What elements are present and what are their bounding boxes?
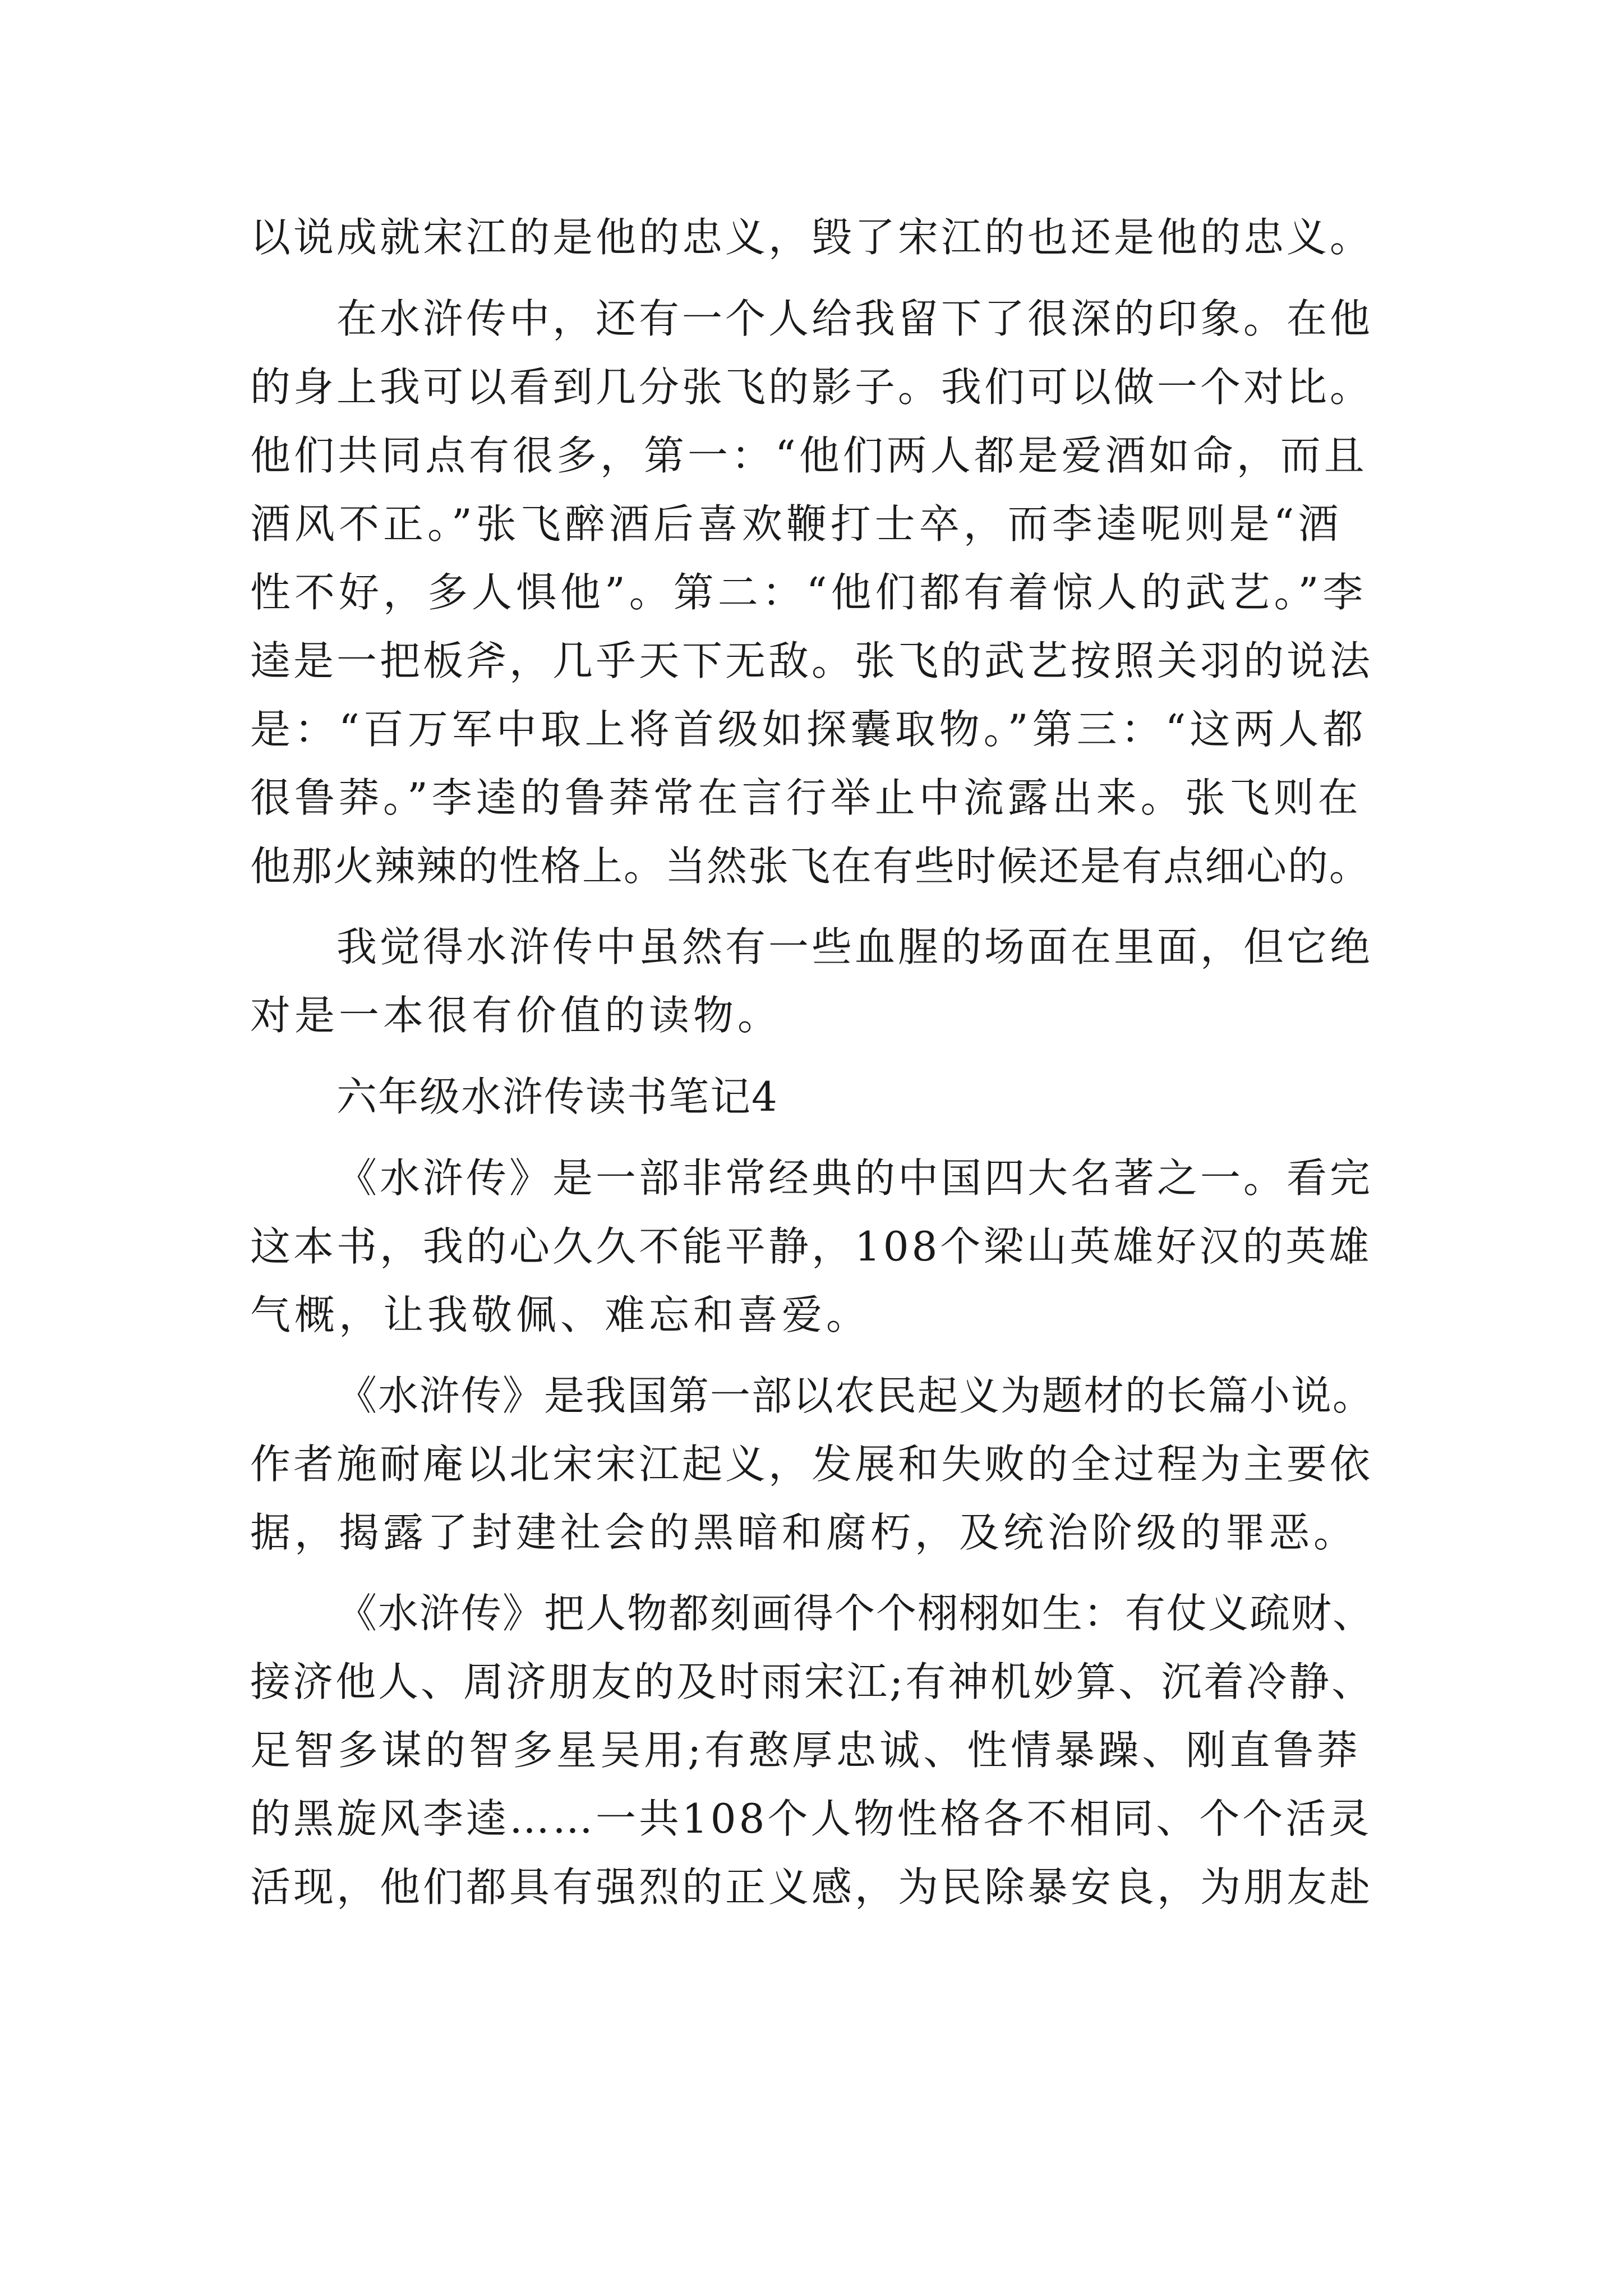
text-line: 性不好，多人惧他”。第二：“他们都有着惊人的武艺。”李 <box>250 569 1367 616</box>
paragraph-start: 《水浒传》把人物都刻画得个个栩栩如生：有仗义疏财、 <box>336 1590 1375 1637</box>
text-line: 足智多谋的智多星吴用;有憨厚忠诚、性情暴躁、刚直鲁莽 <box>250 1727 1361 1774</box>
text-line: 很鲁莽。”李逵的鲁莽常在言行举止中流露出来。张飞则在 <box>250 774 1362 821</box>
paragraph-start: 我觉得水浒传中虽然有一些血腥的场面在里面，但它绝 <box>336 923 1373 970</box>
paragraph-start: 《水浒传》是我国第一部以农民起义为题材的长篇小说。 <box>336 1372 1375 1419</box>
text-line: 对是一本很有价值的读物。 <box>250 992 782 1039</box>
text-line: 作者施耐庵以北宋宋江起义，发展和失败的全过程为主要依 <box>250 1441 1373 1488</box>
text-line: 据，揭露了封建社会的黑暗和腐朽，及统治阶级的罪恶。 <box>250 1509 1358 1556</box>
text-line: 逵是一把板斧，几乎天下无敌。张飞的武艺按照关羽的说法 <box>250 637 1373 684</box>
text-line: 活现，他们都具有强烈的正义感，为民除暴安良，为朋友赴 <box>250 1864 1373 1911</box>
text-line: 气概，让我敬佩、难忘和喜爱。 <box>250 1291 871 1338</box>
text-line: 的黑旋风李逵……一共108个人物性格各不相同、个个活灵 <box>250 1795 1372 1842</box>
text-line: 是：“百万军中取上将首级如探囊取物。”第三：“这两人都 <box>250 706 1367 753</box>
text-line: 他那火辣辣的性格上。当然张飞在有些时候还是有点细心的。 <box>250 843 1371 890</box>
text-line: 酒风不正。”张飞醉酒后喜欢鞭打士卒，而李逵呢则是“酒 <box>250 500 1343 547</box>
paragraph-start: 在水浒传中，还有一个人给我留下了很深的印象。在他 <box>336 295 1373 342</box>
section-heading: 六年级水浒传读书笔记4 <box>336 1073 778 1120</box>
text-line: 接济他人、周济朋友的及时雨宋江;有神机妙算、沉着冷静、 <box>250 1658 1375 1705</box>
text-line: 的身上我可以看到几分张飞的影子。我们可以做一个对比。 <box>250 364 1373 411</box>
text-line: 以说成就宋江的是他的忠义，毁了宋江的也还是他的忠义。 <box>250 214 1373 261</box>
text-line: 他们共同点有很多，第一：“他们两人都是爱酒如命，而且 <box>250 432 1368 479</box>
text-line: 这本书，我的心久久不能平静，108个梁山英雄好汉的英雄 <box>250 1223 1372 1270</box>
paragraph-start: 《水浒传》是一部非常经典的中国四大名著之一。看完 <box>336 1154 1373 1202</box>
